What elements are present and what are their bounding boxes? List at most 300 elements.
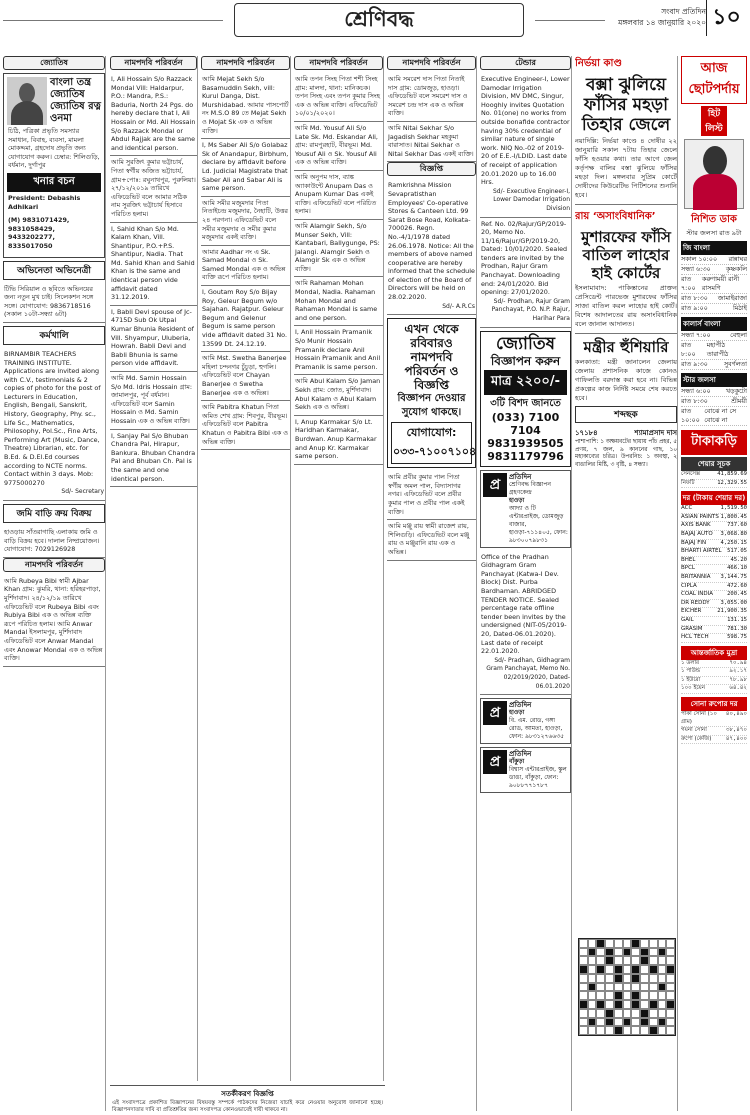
crossword-cell <box>596 1009 605 1018</box>
classified-ad: I, Sahid Khan S/o Md. Kalam Khan, Vill. Shantipur, P.O.+P.S. Shantipur, Nadia. That Md. Sahid Khan and Sahid Khan is the same and identical person vide affidavit dated 31.12.2019. <box>110 223 197 306</box>
crossword-block <box>666 1000 675 1009</box>
crossword-cell <box>623 939 632 948</box>
crossword-cell <box>666 939 675 948</box>
astrology-ad-promo <box>480 331 571 467</box>
tv-listing-item-label: সন্ধ্যা ৬:০০ <box>681 387 711 395</box>
tv-listing-item-value: সুবর্ণলতা <box>723 360 747 368</box>
crossword-cell <box>614 983 623 992</box>
section-header-astrology: জ্যোতিষ <box>3 56 105 70</box>
crossword-block <box>596 1000 605 1009</box>
crossword-block <box>649 965 658 974</box>
tv-listing-item-label: রাত ৮:০০ <box>681 341 696 358</box>
stock-row-value: 466.10 <box>727 565 747 572</box>
crossword-cell <box>623 983 632 992</box>
stock-row-label: AXIS BANK <box>681 522 711 529</box>
tender-text: Ref. No. 02/Rajur/GP/2019-20, Memo No. 11/16/Rajur/GP/2019-20, Dated: 10/01/2020. Sealed tenders are invited by the Prodhan, Rajur Gram Panchayat. Downloading end: 24/01/2020. Bid opening: 27/01/2020. <box>481 219 568 297</box>
crossword-cell <box>623 1026 632 1035</box>
tv-listing-item <box>681 265 747 275</box>
column-name-change-4 <box>387 56 477 1111</box>
crossword-block <box>640 948 649 957</box>
crossword-cell <box>579 983 588 992</box>
publication-info <box>610 6 706 28</box>
classified-ad: আমি সুরজিৎ কুমার ভট্টাচার্য, পিতা স্বর্গীয় অজিত ভট্টাচার্য, গ্রাম+পোঃ: রঘুনাথপুর, পুরুলিয়া। ২৭/১২/২০১৯ তারিখে এফিডেভিট বলে আমার সঠিক নাম সুরজিৎ ভট্টাচার্য হিসাবে পরিচিত হলাম। <box>110 156 197 222</box>
classified-ad: I, Anup Karmakar S/o Lt. Haridhan Karmakar, Burdwan. Anup Karmakar and Anup Kr. Karmakar same person. <box>294 416 383 465</box>
crossword-cell <box>579 1018 588 1027</box>
office-address: আদ্যা ও টি এন্টারপ্রাইজ, ডোমজুড় বাজার, হাওড়া-৭১১৪০৫, ফোন: ৯৮৩০০৭৯৮৩১ <box>509 504 568 544</box>
crossword-wrapper <box>578 935 676 1036</box>
crossword-cell <box>579 991 588 1000</box>
index-label: সেনসেক্স <box>681 471 701 477</box>
crossword-block <box>631 939 640 948</box>
office-title: শ্রেণিবদ্ধ বিজ্ঞাপন গ্রহণকেন্দ্র <box>509 480 551 496</box>
currency-row-value: ৬৪.৪২ <box>729 685 747 692</box>
tv-listing-item-value: বোঝে না সে বোঝে না <box>704 407 737 424</box>
tender-sign: Sd/- Prodhan, Rajur Gram Panchayat, P.O. N.P. Rajur, Harihar Para <box>491 297 570 323</box>
classified-ad: আমি Md. Yousuf Ali S/o Late Sk. Md. Eskandar Ali, গ্রাম: রামপুরহাট, বীরভূম। Md. Yousuf Ali ও Sk. Yousuf Ali এক ও অভিন্ন ব্যক্তি। <box>294 122 383 171</box>
crossword-block <box>658 983 667 992</box>
crossword-cell <box>666 983 675 992</box>
classified-ad: আমি Alamgir Sekh, S/o Munser Sekh, Vill: Kantabari, Ballygunge, PS: Jalangi. Alamgir Sekh ও Alamgir Sk এক ও অভিন্ন ব্যক্তি। <box>294 220 383 278</box>
office-address: বি. এম. রোড, গঙ্গা রোড, আমতা, হাওড়া, ফোন: ৯৮৩১২৭৬৬৩৫ <box>509 717 565 741</box>
stock-row-value: 21,900.35 <box>717 608 747 615</box>
crossword-clues: পাশাপাশি: ১ অক্ষয়বটের ছায়ায় পাঁচ প্রহর, ৫ প্রণয়, ৭ জল, ৯ কাননের গাছ, ১০ মহাকাব্যের চরিত্র। উপরনিচ: ১ অবস্থা, ২ বাঙালির মিষ্টি, ৩ বৃষ্টি, ৪ সন্ধ্যা। <box>575 439 677 468</box>
stock-row-value: 3,068.80 <box>720 530 747 537</box>
tv-channel: কালার্স বাংলা <box>681 317 747 331</box>
currency-row-value: ৯২.১৭ <box>729 668 747 675</box>
index-label: নিফটি <box>681 479 695 486</box>
crossword-cell <box>658 991 667 1000</box>
tv-show-name: নিশিত ডাক <box>691 214 737 225</box>
crossword-block <box>588 1018 597 1027</box>
crossword-cell <box>596 948 605 957</box>
publication-name: সংবাদ প্রতিদিন <box>661 7 706 16</box>
sensex-row <box>681 471 747 480</box>
crossword-cell <box>614 948 623 957</box>
classified-ad: আমি মঞ্জু রায় স্বামী রাজেশ রায়, শিলিগুড়ি। এফিডেভিট বলে মঞ্জু রায় ও মঞ্জুরানি রায় এক ও অভিন্ন। <box>387 520 476 560</box>
index-value: 12,329.55 <box>717 479 747 486</box>
crossword-cell <box>623 965 632 974</box>
tender-ad <box>480 218 571 328</box>
classified-ad: I, Ms Saber Ali S/o Golabaz Sk of Anandapur, Birbhum, declare by affidavit before Ld. Judicial Magistrate that Saber Ali and Sabar Ali is same person. <box>201 139 290 197</box>
crossword-cell <box>631 956 640 965</box>
classified-ad: আমি Mejat Sekh S/o Basamuddin Sekh, vill: Kurul Danga, Dist. Murshidabad. আমার পাসপোর্ট নং M.S.O 89 তে Mejat Sekh ও Mojat Sk এক ও অভিন্ন ব্যক্তি। <box>201 73 290 139</box>
crossword-cell <box>658 974 667 983</box>
stock-row-value: 45.20 <box>730 556 747 563</box>
crossword-block <box>649 1000 658 1009</box>
astro-line-3: ওনমা <box>50 113 72 124</box>
stock-row <box>681 583 747 592</box>
nifty-row <box>681 480 747 489</box>
notice-ad-sign: Sd/- A.R.Cs <box>442 302 475 310</box>
stock-row-label: DR REDDY <box>681 599 710 606</box>
stock-row-label: BAJAJ AUTO <box>681 530 713 537</box>
tender-ad <box>480 551 571 696</box>
crossword-block <box>596 965 605 974</box>
crossword-cell <box>640 939 649 948</box>
gold-row <box>681 736 747 745</box>
crossword-block <box>579 1000 588 1009</box>
office-city: হাওড়া <box>509 496 525 504</box>
currency-row-label: ১ পাউন্ড <box>681 668 701 675</box>
crossword-block <box>614 965 623 974</box>
promo-phone-2: 9831939505 <box>487 436 564 450</box>
astro-president: President: Debashis Adhikari <box>8 193 81 211</box>
gold-row <box>681 727 747 736</box>
office-name: প্রতিদিন <box>509 701 532 710</box>
crossword-block <box>649 1026 658 1035</box>
currency-head: আন্তর্জাতিক মুদ্রা <box>681 646 747 660</box>
column-name-change-2 <box>201 56 291 1081</box>
tv-listing-item <box>681 341 747 360</box>
tv-section-title: আজ ছোটপর্দায় <box>681 56 747 104</box>
crossword-cell <box>666 991 675 1000</box>
stock-row-label: BHARTI AIRTEL <box>681 548 722 555</box>
ad-office-card <box>480 698 571 744</box>
crossword-block <box>640 1018 649 1027</box>
classified-ad: আমি Nitai Sekhar S/o Jagadish Sekhar মহকুমা বারাসাত। Nitai Sekhar ও Nitai Sekhar Das একই ব্যক্তি। <box>387 122 476 162</box>
section-header: নামপদবি পরিবর্তন <box>387 56 476 70</box>
crossword-cell <box>623 991 632 1000</box>
crossword-number: ১৭১৮৪ <box>575 429 598 437</box>
crossword-block <box>631 965 640 974</box>
crossword-cell <box>666 1026 675 1035</box>
gold-head: সোনা রুপোর দর <box>681 697 747 711</box>
stock-row <box>681 617 747 626</box>
office-name: প্রতিদিন <box>509 750 532 759</box>
crossword-title: শব্দছক <box>575 406 677 423</box>
gold-row-value: ৩৮,৪৭০ <box>725 727 747 734</box>
tv-listing-item-value: খড়কুটো <box>725 387 747 395</box>
gold-table <box>681 711 747 744</box>
tv-listing-item-label: রাত ৯:৩০ <box>681 360 708 368</box>
gold-row-label: গয়না সোনা <box>681 727 707 734</box>
crossword-cell <box>666 1018 675 1027</box>
stock-row <box>681 540 747 549</box>
office-address: বিশ্বাস এন্টারপ্রাইজ, স্কুল ডাঙা, বাঁকুড়া, ফোন: ৯০৮৮৭৭১৭৮৭ <box>509 766 567 790</box>
classified-ad: I, Anil Hossain Pramanik S/o Munir Hossain Pramanik declare Anil Hossain Pramanik and Anil Pramanik is same person. <box>294 326 383 375</box>
name-change-ad: আমি Rubeya Bibi স্বামী Ajbar Khan গ্রাম: ঝুমরি, থানা: হরিহরপাড়া, মুর্শিদাবাদ। ২৪/১২/১৯ তারিখে এফিডেভিট বলে Rubeya Bibi এবং Rubiya Bibi এক ও অভিন্ন ব্যক্তি রূপে পরিচিত হলাম। আমি Anwar Mandal ইসলামপুর, মুর্শিদাবাদ এফিডেভিট বলে Anwar Mandal এবং Anowar Mondal এক ও অভিন্ন ব্যক্তি। <box>3 575 105 667</box>
stock-row-label: BHEL <box>681 556 696 563</box>
crossword-cell <box>614 1009 623 1018</box>
crossword-block <box>631 1000 640 1009</box>
stock-row <box>681 522 747 531</box>
news-kicker: নির্ভয়া কাণ্ড <box>575 58 622 69</box>
stock-row-label: COAL INDIA <box>681 591 714 598</box>
crossword-cell <box>640 1000 649 1009</box>
crossword-cell <box>666 974 675 983</box>
tender-text: Executive Engineer-I, Lower Damodar Irrigation Division, MV DMC, Singur, Hooghly invites Quotation No. 01(one) no works from outside bonafide contractor having 30% credential of similar nature of single work. NIQ No.-02 of 2019-20 of E.E.-I/LDID. Last date of receipt of application 20.01.2020 up to 16.00 Hrs. <box>481 75 570 187</box>
crossword-cell <box>640 965 649 974</box>
disclaimer-title: সতর্কীকরণ বিজ্ঞপ্তি <box>221 1090 274 1098</box>
crossword-cell <box>631 1018 640 1027</box>
astro-line-1: বাংলা তন্ত্র জ্যোতিষ <box>50 77 92 100</box>
crossword-cell <box>596 991 605 1000</box>
news-body: নয়াদিল্লি: নির্ভয়া কাণ্ডে ৪ দোষীর ২২ জানুয়ারি সকাল ৭টায় তিহার জেলে ফাঁসি হওয়ার কথা। তার আগে জেল কর্তৃপক্ষ বালির বস্তা ঝুলিয়ে ফাঁসির মহড়া দিল। মঙ্গলবার সুপ্রিম কোর্টে দোষীদের কিউরেটিভ পিটিশনের শুনানি হবে। <box>575 137 677 199</box>
pratidin-logo-icon: প্র <box>483 750 507 774</box>
gold-row <box>681 711 747 727</box>
pratidin-logo-icon: প্র <box>483 473 507 497</box>
classified-ad: আমি তপন সিংহ পিতা শশী সিংহ গ্রাম: মালদা, থানা: মানিকচক। তপন সিংহ এবং তপন কুমার সিংহ এক ও অভিন্ন ব্যক্তি। এফিডেভিট ১০/০১/২০২০। <box>294 73 383 122</box>
stock-table-head: দর (টাকায় শেয়ার দর) <box>681 491 747 505</box>
astro-phones: (M) 9831071429, 9831058429, 9433202277, 8335017050 <box>8 216 70 250</box>
stock-row <box>681 600 747 609</box>
stock-table <box>681 505 747 643</box>
astro-body: চিঠি, পত্রিকা প্রভৃতি সমস্যার সমাধান, বিবাহ, ব্যবসা, মামলা মোকদ্দমা, গ্রহদোষ প্রভৃতি জন্য যোগাযোগ করুন। চেম্বার: শিলিগুড়ি, বর্ধমান, দুর্গাপুর <box>8 127 100 170</box>
news-headline: মুশারফের ফাঁসি বাতিল লাহোর হাই কোর্টের <box>581 228 671 282</box>
section-header-actors: অভিনেতা অভিনেত্রী <box>3 261 105 280</box>
section-header: নামপদবি পরিবর্তন <box>294 56 383 70</box>
column-astrology <box>3 56 106 1111</box>
classified-ad: I, Babli Devi spouse of Jc-4715D Sub Ok Utpal Kumar Bhunia Resident of Vill. Shyampur, Uluberia, Howrah. Babli Devi and Babli Bhunia is same person vide affidavit. <box>110 306 197 372</box>
crossword-cell <box>666 948 675 957</box>
stock-row-value: 3,055.00 <box>720 599 747 606</box>
crossword-cell <box>631 1026 640 1035</box>
crossword-cell <box>658 965 667 974</box>
crossword-block <box>631 974 640 983</box>
promo-price: মাত্র ২২০০/- <box>484 370 567 395</box>
crossword-cell <box>658 1026 667 1035</box>
crossword-block <box>596 939 605 948</box>
crossword-cell <box>640 974 649 983</box>
crossword-block <box>614 974 623 983</box>
tender-sign: Sd/- Executive Engineer-I, Lower Damodar Irrigation Division <box>492 187 570 212</box>
crossword-cell <box>588 965 597 974</box>
gold-row-value: ৪০,৪৯০ <box>725 711 747 718</box>
tv-listing-item-value: জামাইরাজা <box>717 294 747 302</box>
classified-ad: আমার Aadhar নং এ Sk. Samad Mondal ও Sk. Samed Mondal এক ও অভিন্ন ব্যক্তি রূপে পরিচিত হলাম। <box>201 246 290 286</box>
sunday-ad-promo <box>387 318 476 468</box>
stock-row <box>681 626 747 635</box>
tv-listing-item-label: রাত ৮:৩০ <box>681 294 708 302</box>
promo-jyotish-line: বিজ্ঞাপন করুন <box>490 353 561 368</box>
tv-listing-item-label: সন্ধ্যা ৬:৩০ <box>681 265 711 273</box>
section-header: নামপদবি পরিবর্তন <box>201 56 290 70</box>
crossword-cell <box>649 1009 658 1018</box>
classified-ad: আমি Md. Samin Hossain S/o Md. Idris Hossain গ্রাম: জামালপুর, পূর্ব বর্ধমান। এফিডেভিট বলে Samin Hossain ও Md. Samin Hossain এক ও অভিন্ন ব্যক্তি। <box>110 372 197 430</box>
classified-ad: আমি অনুপম দাস, ব্যাঙ্ক অ্যাকাউন্টে Anupam Das ও Anupam Kumar Das একই ব্যক্তি। এফিডেভিট বলে পরিচিত হলাম। <box>294 171 383 220</box>
masthead <box>0 0 750 50</box>
crossword-cell <box>649 983 658 992</box>
section-header: নামপদবি পরিবর্তন <box>110 56 197 70</box>
crossword-cell <box>623 1000 632 1009</box>
ad-office-card <box>480 747 571 793</box>
crossword-cell <box>623 1009 632 1018</box>
stock-row-value: 131.15 <box>727 616 747 623</box>
stock-row-label: BRITANNIA <box>681 573 711 580</box>
market-logo: টাকাকড়ি <box>681 430 747 455</box>
tv-listing-item <box>681 304 747 314</box>
gold-row-label: পাকা সোনা (১০ গ্রাম) <box>681 711 717 725</box>
crossword-block <box>640 956 649 965</box>
news-kicker: রায় ‘অসাংবিধানিক’ <box>575 211 656 222</box>
classified-ad: আমি প্রবীর কুমার পাল পিতা স্বর্গীয় অমল পাল, বিদ্যাসাগর নগর। এফিডেভিট বলে প্রবীর কুমার পাল ও প্রবীর পাল একই ব্যক্তি। <box>387 471 476 520</box>
currency-row-label: ১ ইউরো <box>681 676 701 683</box>
crossword-block <box>605 956 614 965</box>
section-header-tender: টেন্ডার <box>480 56 571 70</box>
crossword-cell <box>579 1009 588 1018</box>
tv-channel: জি বাংলা <box>681 241 747 255</box>
crossword-block <box>605 1009 614 1018</box>
classified-ad: আমি Pabitra Khatun পিতা অমিত শেখ গ্রাম: শিবপুর, বীরভূম। এফিডেভিট বলে Pabitra Khatun ও Pabitra Bibi এক ও অভিন্ন ব্যক্তি। <box>201 401 290 450</box>
crossword-cell <box>658 956 667 965</box>
notice-ad <box>387 179 476 315</box>
column-tv-market <box>681 56 747 1111</box>
crossword-cell <box>596 983 605 992</box>
actors-ad: টিভি সিরিয়াল ও ছবিতে অভিনয়ের জন্য নতুন মুখ চাই। সিলেকশন সঙ্গে সঙ্গে। যোগাযোগ: 9836718516 (সকাল ১০টা-সন্ধ্যা ৬টা) <box>3 283 105 323</box>
tv-show-photo <box>684 139 744 209</box>
tv-listing-item-value: মিঠাই <box>733 304 747 312</box>
stock-row <box>681 565 747 574</box>
currency-row-value: ৭৮.৯৮ <box>729 676 747 683</box>
notice-ad-text: Ramkrishna Mission Sevapratisthan Employees' Co-operative Stores & Canteen Ltd. 99 Sarat Bose Road, Kolkata-700026. Regn. No.-4/1/1978 dated 26.06.1978. Notice: All the members of above named cooperative are hereby informed that the schedule of election of the Board of Directors will be held on 28.02.2020. <box>388 181 475 302</box>
currency-row <box>681 668 747 677</box>
classified-ad: I, Goutam Roy S/o Bijay Roy, Geleur Begum w/o Sajahan. Rajatpur. Geleur Begum and Gelenur Begum is same person vide affidavit dated 31 No. 13599 Dt. 24.12.19. <box>201 286 290 352</box>
tv-listing-item-value: মহাপীঠ তারাপীঠ <box>706 341 729 358</box>
promo-line-2: নামপদবি পরিবর্তন ও বিজ্ঞপ্তি <box>404 350 459 393</box>
column-name-change-1 <box>110 56 198 1081</box>
crossword-cell <box>649 974 658 983</box>
tv-listing-item <box>681 331 747 341</box>
page-title: শ্রেণিবদ্ধ <box>234 3 524 37</box>
crossword-grid <box>578 938 676 1036</box>
tender-text: Office of the Pradhan Gidhagram Gram Panchayat (Katwa-I Dev. Block) Dist. Purba Bardhaman. ABRIDGED TENDER NOTICE. Sealed percentage rate offline tender been invites by the undersigned (NIT-05/2019-20, Dated-06.01.2020). Last date of receipt 22.01.2020. <box>481 552 567 656</box>
currency-table <box>681 660 747 694</box>
crossword-block <box>588 983 597 992</box>
classified-ad: আমি Abul Kalam S/o Jaman Sekh গ্রাম: জোত, মুর্শিদাবাদ। Abul Kalam ও Abul Kalam Sekh এক ও অভিন্ন। <box>294 375 383 415</box>
stock-row-label: ACC <box>681 505 693 512</box>
crossword-cell <box>588 974 597 983</box>
tv-channel: স্টার জলসা <box>681 373 747 387</box>
tv-listing-item <box>681 387 747 397</box>
promo-extra: ৩টি বিশদ জানতে <box>490 397 561 409</box>
stock-row-label: BAJAJ FIN <box>681 539 707 546</box>
crossword-cell <box>579 1026 588 1035</box>
stock-row <box>681 514 747 523</box>
crossword-block <box>623 1018 632 1027</box>
crossword-cell <box>649 956 658 965</box>
crossword-cell <box>649 1018 658 1027</box>
crossword-cell <box>631 948 640 957</box>
stock-row-value: 1,519.50 <box>720 505 747 512</box>
section-header-jobs: কর্মখালি <box>3 326 105 345</box>
office-city: হাওড়া <box>509 709 525 717</box>
news-body: কলকাতা: মন্ত্রী জানালেন জেলায় জেলায় প্রশাসনিক কাজে কোনও গাফিলতি বরদাস্ত করা হবে না। বিভিন্ন প্রকল্পের কাজ নির্দিষ্ট সময়ে শেষ করতে হবে। <box>575 358 677 402</box>
crossword-cell <box>658 1009 667 1018</box>
crossword-block <box>614 1026 623 1035</box>
stock-row <box>681 505 747 514</box>
crossword-cell <box>666 956 675 965</box>
stock-row <box>681 531 747 540</box>
classified-ad: আমি Mst. Swetha Banerjee মহিলা চন্দনগর চুঁচুড়া, হুগলি। এফিডেভিট বলে Chayan Banerjee ও Swetha Banerjee এক ও অভিন্ন। <box>201 352 290 401</box>
astro-name: খনার বচন <box>7 173 101 192</box>
jobs-ad-text: BIRNAMBIR TEACHERS TRAINING INSTITUTE. Applications are invited along with C.V., testimonials & 2 copies of photo for the post of Lecturers in Education, English, Bengali, Sanskrit, History, Geography, Phy. sc., Life Sc., Mathematics, Philosophy, Pol.Sc., Fine Arts, Performing Art (Music, Dance, Theatre) Librarian, etc. for B.Ed. & D.El.Ed courses according to NCTE norms. Contact within 3 days. Mob: 9775000270 <box>4 349 101 487</box>
gold-row-value: ৪৭,৪০০ <box>725 735 747 742</box>
section-header-notice: বিজ্ঞপ্তি <box>387 162 476 176</box>
crossword-cell <box>605 1026 614 1035</box>
currency-row-label: ১ ডলার <box>681 659 700 666</box>
tv-listing-item-value: বেহুলা <box>730 331 747 339</box>
crossword-block <box>623 948 632 957</box>
crossword-cell <box>640 1026 649 1035</box>
crossword-cell <box>649 991 658 1000</box>
stock-row-label: BPCL <box>681 565 695 572</box>
news-headline: মন্ত্রীর হুঁশিয়ারি <box>583 338 669 356</box>
currency-row <box>681 660 747 669</box>
property-ad: হাওড়ায় সাঁতরাগাছি এলাকায় জমি ও বাড়ি বিক্রয় হবে। দালাল নিষ্প্রয়োজন। যোগাযোগ: 7029126928 <box>3 526 105 558</box>
tv-listing-item-value: শ্রীময়ী <box>731 397 747 405</box>
crossword-cell <box>631 983 640 992</box>
crossword-cell <box>588 939 597 948</box>
tv-listing-item <box>681 397 747 407</box>
stock-row-value: 200.45 <box>727 591 747 598</box>
crossword-cell <box>588 1009 597 1018</box>
classified-ad: I, Sanjay Pal S/o Bhuban Chandra Pal, Hirapur, Bankura. Bhuban Chandra Pal and Bhuban Ch. Pal is the same and one identical person. <box>110 430 197 488</box>
crossword-cell <box>579 956 588 965</box>
crossword-cell <box>666 1009 675 1018</box>
crossword-cell <box>605 974 614 983</box>
stock-row-label: CIPLA <box>681 582 697 589</box>
tv-listing-item-label: রাত ৮:৩০ <box>681 397 708 405</box>
promo-phone: যোগাযোগ: ০৩৩-৭১০০৭১০৪ <box>391 422 472 464</box>
stock-row <box>681 548 747 557</box>
tv-listing-item-value: রান্নাঘর <box>728 255 747 263</box>
crossword-setter: শ্যামাপ্রসাদ দাস <box>634 429 677 437</box>
crossword-cell <box>614 956 623 965</box>
crossword-cell <box>614 1018 623 1027</box>
classified-ad: আমি Rahaman Mohan Mondal, Nadia. Rahaman Mohan Mondal and Rahaman Mondal is same and one person. <box>294 277 383 326</box>
news-body: ইসলামাবাদ: পাকিস্তানের প্রাক্তন প্রেসিডেন্ট পারভেজ মুশারফের ফাঁসির সাজা বাতিল করল লাহোর হাই কোর্ট। বিশেষ আদালতের রায় অসাংবিধানিক বলে জানাল আদালত। <box>575 284 677 328</box>
crossword-cell <box>631 1009 640 1018</box>
tv-listing-item-label: রাত ১০:০০ <box>681 407 700 424</box>
crossword-block <box>658 948 667 957</box>
stock-row-value: 1,800.45 <box>720 513 747 520</box>
column-tender <box>480 56 572 1111</box>
tv-listing-item-label: সন্ধ্যা ৭:০০ <box>681 331 711 339</box>
crossword-cell <box>588 991 597 1000</box>
disclaimer <box>110 1085 385 1113</box>
jobs-ad <box>3 348 105 501</box>
crossword-cell <box>605 983 614 992</box>
currency-row <box>681 685 747 694</box>
jobs-ad-sign: Sd/- Secretary <box>61 488 104 496</box>
promo-phone-1: (033) 7100 7104 <box>491 410 560 437</box>
crossword-block <box>588 948 597 957</box>
promo-line-3: বিজ্ঞাপন দেওয়ার সুযোগ থাকছে। <box>397 393 466 419</box>
crossword-cell <box>640 983 649 992</box>
currency-row-label: ১০০ ইয়েন <box>681 685 706 692</box>
stock-row-label: ASIAN PAINTS <box>681 513 719 520</box>
tv-listing-item-value: কৃষ্ণকলি <box>725 265 747 273</box>
currency-row-value: ৭০.৯৪ <box>729 659 747 666</box>
crossword-cell <box>640 991 649 1000</box>
crossword-cell <box>623 956 632 965</box>
stock-row-value: 472.60 <box>727 582 747 589</box>
crossword-cell <box>596 1026 605 1035</box>
share-index-head: শেয়ার সূচক <box>681 457 747 471</box>
classified-ad: আমি সমরেশ দাস পিতা নিতাই দাস গ্রাম: ডোমজুড়, হাওড়া। এফিডেভিট বলে সমরেশ দাস ও সমরেশ চন্দ্র দাস এক ও অভিন্ন ব্যক্তি। <box>387 73 476 122</box>
crossword-cell <box>588 1000 597 1009</box>
astrology-ad <box>3 73 105 258</box>
tv-show-time: স্টার জলসা রাত ৯টা <box>686 229 742 237</box>
crossword-block <box>666 965 675 974</box>
tv-listing-item <box>681 294 747 304</box>
column-name-change-3 <box>294 56 384 1081</box>
news-headline: বক্সা ঝুলিয়ে ফাঁসির মহড়া তিহার জেলে <box>581 75 671 135</box>
crossword-block <box>605 948 614 957</box>
tv-listing-item-label: সকাল ১০:০০ <box>681 255 718 263</box>
crossword-cell <box>588 956 597 965</box>
crossword-cell <box>605 991 614 1000</box>
